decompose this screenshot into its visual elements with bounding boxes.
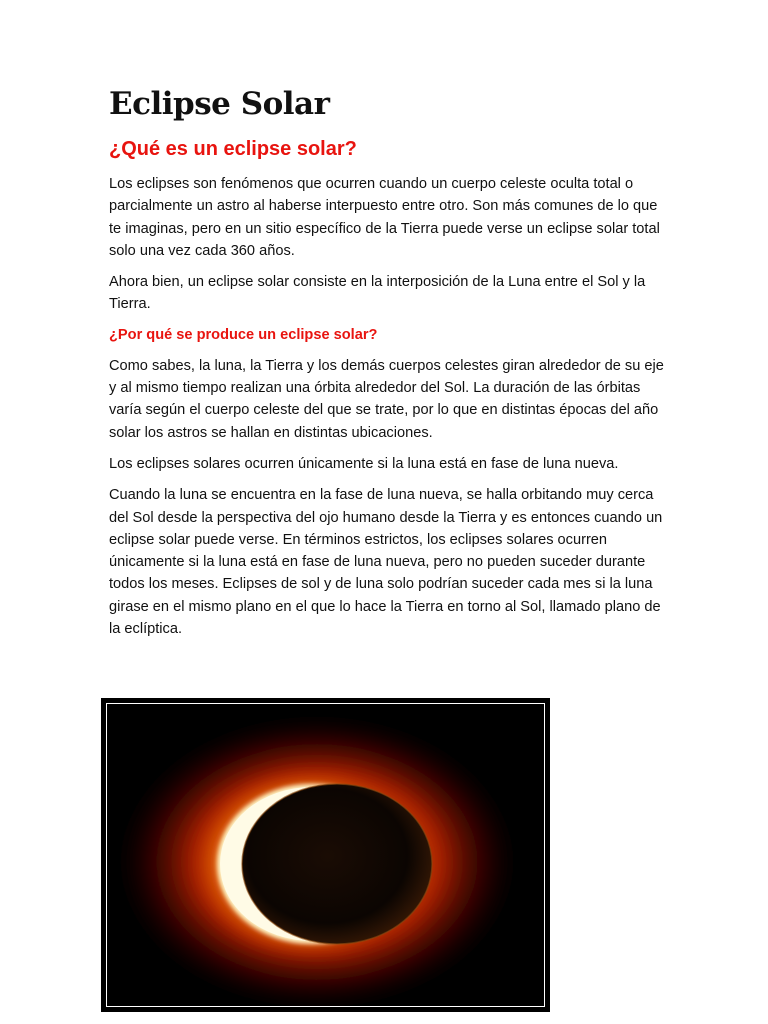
paragraph-ecliptic: Cuando la luna se encuentra en la fase de luna nueva, se halla orbitando muy cerca del Sol desde la perspectiva del ojo humano desde la Tierra y es entonces cuando un eclipse solar puede verse. En términos estrictos, los eclipses solares ocurren únicamente si la luna está en fase de luna nueva, pero no pueden suceder durante todos los meses. Eclipses de sol y de luna solo podrían suceder cada mes si la luna girase en el mismo plano en el que lo hace la Tierra en torno al Sol, llamado plano de la eclíptica. <box>109 487 663 638</box>
solar-eclipse-illustration <box>107 704 544 1006</box>
paragraph-orbits: Como sabes, la luna, la Tierra y los demás cuerpos celestes giran alrededor de su eje y al mismo tiempo realizan una órbita alrededor del Sol. La duración de las órbitas varía según el cuerpo celeste del que se trate, por lo que en distintas épocas del año solar los astros se hallan en distintas ubicaciones. <box>109 357 664 441</box>
section-heading-what-is: ¿Qué es un eclipse solar? <box>109 138 357 160</box>
document-content <box>109 84 669 640</box>
section-heading-why: ¿Por qué se produce un eclipse solar? <box>109 326 378 343</box>
eclipse-image <box>106 703 545 1007</box>
page-title: Eclipse Solar <box>109 86 330 122</box>
paragraph-intro: Los eclipses son fenómenos que ocurren cuando un cuerpo celeste oculta total o parcialmente un astro al haberse interpuesto entre otro. Son más comunes de lo que te imaginas, pero en un sitio específico de la Tierra puede verse un eclipse solar total solo una vez cada 360 años. <box>109 176 660 259</box>
paragraph-definition: Ahora bien, un eclipse solar consiste en la interposición de la Luna entre el Sol y la Tierra. <box>109 274 646 313</box>
eclipse-image-frame <box>101 698 550 1012</box>
paragraph-new-moon: Los eclipses solares ocurren únicamente si la luna está en fase de luna nueva. <box>109 455 619 472</box>
